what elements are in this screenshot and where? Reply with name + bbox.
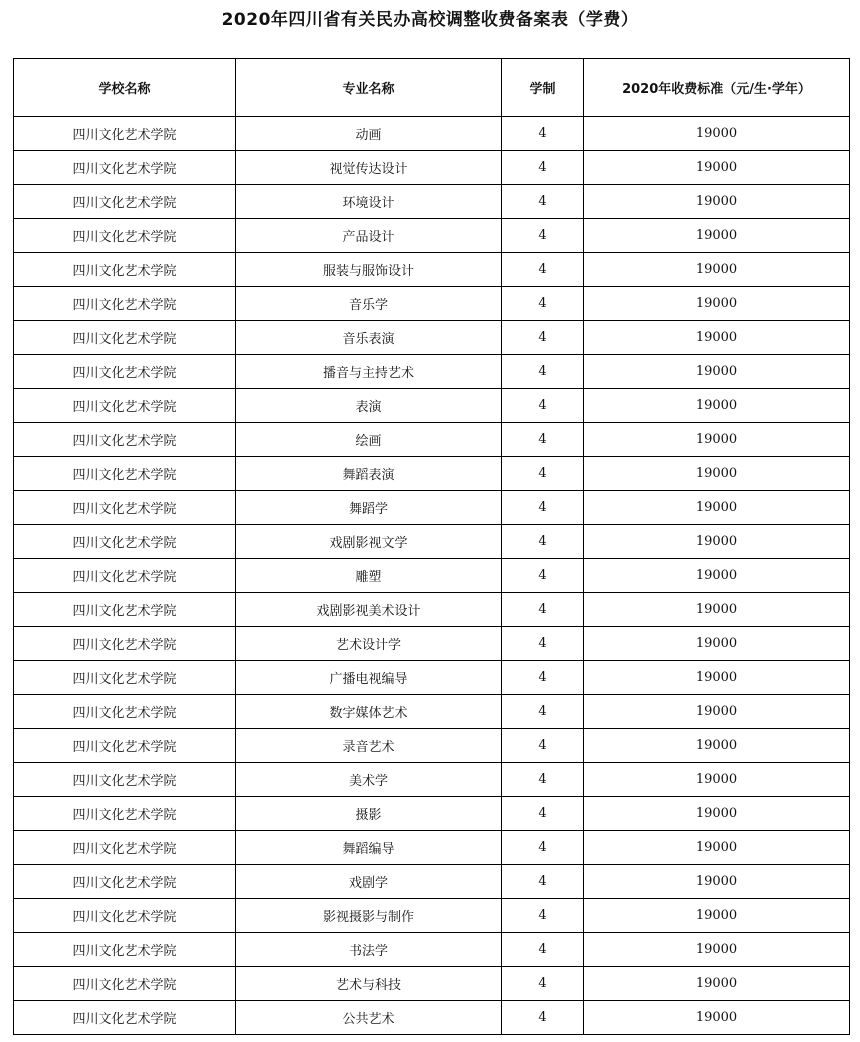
school-name-cell: 四川文化艺术学院	[14, 729, 236, 763]
table-row	[14, 899, 850, 933]
fee-cell: 19000	[584, 695, 850, 729]
table-row	[14, 797, 850, 831]
major-name-cell: 影视摄影与制作	[236, 899, 502, 933]
school-name-cell: 四川文化艺术学院	[14, 593, 236, 627]
fee-cell: 19000	[584, 151, 850, 185]
header-fee-standard: 2020年收费标准（元/生·学年）	[584, 59, 850, 117]
table-row	[14, 491, 850, 525]
duration-cell: 4	[502, 729, 584, 763]
table-row	[14, 355, 850, 389]
major-name-cell: 音乐表演	[236, 321, 502, 355]
major-name-cell: 视觉传达设计	[236, 151, 502, 185]
duration-cell: 4	[502, 899, 584, 933]
fee-cell: 19000	[584, 1001, 850, 1035]
fee-cell: 19000	[584, 899, 850, 933]
table-row	[14, 695, 850, 729]
duration-cell: 4	[502, 389, 584, 423]
school-name-cell: 四川文化艺术学院	[14, 219, 236, 253]
table-row	[14, 525, 850, 559]
school-name-cell: 四川文化艺术学院	[14, 797, 236, 831]
major-name-cell: 舞蹈表演	[236, 457, 502, 491]
table-row	[14, 253, 850, 287]
duration-cell: 4	[502, 219, 584, 253]
table-row	[14, 219, 850, 253]
fee-table	[13, 58, 850, 1035]
school-name-cell: 四川文化艺术学院	[14, 1001, 236, 1035]
school-name-cell: 四川文化艺术学院	[14, 525, 236, 559]
table-row	[14, 1001, 850, 1035]
school-name-cell: 四川文化艺术学院	[14, 865, 236, 899]
major-name-cell: 美术学	[236, 763, 502, 797]
major-name-cell: 戏剧影视美术设计	[236, 593, 502, 627]
school-name-cell: 四川文化艺术学院	[14, 423, 236, 457]
fee-cell: 19000	[584, 831, 850, 865]
duration-cell: 4	[502, 831, 584, 865]
major-name-cell: 摄影	[236, 797, 502, 831]
duration-cell: 4	[502, 797, 584, 831]
fee-cell: 19000	[584, 593, 850, 627]
fee-cell: 19000	[584, 253, 850, 287]
table-header-row	[14, 59, 850, 117]
major-name-cell: 艺术与科技	[236, 967, 502, 1001]
school-name-cell: 四川文化艺术学院	[14, 763, 236, 797]
duration-cell: 4	[502, 865, 584, 899]
duration-cell: 4	[502, 661, 584, 695]
table-row	[14, 457, 850, 491]
page-title: 2020年四川省有关民办高校调整收费备案表（学费）	[221, 10, 639, 30]
duration-cell: 4	[502, 287, 584, 321]
school-name-cell: 四川文化艺术学院	[14, 321, 236, 355]
fee-cell: 19000	[584, 287, 850, 321]
school-name-cell: 四川文化艺术学院	[14, 117, 236, 151]
duration-cell: 4	[502, 559, 584, 593]
fee-cell: 19000	[584, 389, 850, 423]
school-name-cell: 四川文化艺术学院	[14, 287, 236, 321]
major-name-cell: 雕塑	[236, 559, 502, 593]
table-row	[14, 627, 850, 661]
major-name-cell: 舞蹈学	[236, 491, 502, 525]
duration-cell: 4	[502, 525, 584, 559]
fee-cell: 19000	[584, 559, 850, 593]
fee-cell: 19000	[584, 797, 850, 831]
duration-cell: 4	[502, 695, 584, 729]
header-duration: 学制	[502, 59, 584, 117]
table-row	[14, 967, 850, 1001]
fee-cell: 19000	[584, 185, 850, 219]
fee-cell: 19000	[584, 729, 850, 763]
major-name-cell: 舞蹈编导	[236, 831, 502, 865]
duration-cell: 4	[502, 151, 584, 185]
table-row	[14, 933, 850, 967]
fee-cell: 19000	[584, 525, 850, 559]
duration-cell: 4	[502, 627, 584, 661]
school-name-cell: 四川文化艺术学院	[14, 933, 236, 967]
major-name-cell: 艺术设计学	[236, 627, 502, 661]
major-name-cell: 公共艺术	[236, 1001, 502, 1035]
duration-cell: 4	[502, 423, 584, 457]
school-name-cell: 四川文化艺术学院	[14, 185, 236, 219]
table-row	[14, 559, 850, 593]
table-row	[14, 151, 850, 185]
school-name-cell: 四川文化艺术学院	[14, 253, 236, 287]
school-name-cell: 四川文化艺术学院	[14, 627, 236, 661]
school-name-cell: 四川文化艺术学院	[14, 899, 236, 933]
school-name-cell: 四川文化艺术学院	[14, 967, 236, 1001]
table-row	[14, 389, 850, 423]
school-name-cell: 四川文化艺术学院	[14, 491, 236, 525]
duration-cell: 4	[502, 593, 584, 627]
major-name-cell: 广播电视编导	[236, 661, 502, 695]
header-school-name: 学校名称	[14, 59, 236, 117]
duration-cell: 4	[502, 117, 584, 151]
table-row	[14, 423, 850, 457]
major-name-cell: 服装与服饰设计	[236, 253, 502, 287]
header-major-name: 专业名称	[236, 59, 502, 117]
fee-cell: 19000	[584, 457, 850, 491]
table-row	[14, 661, 850, 695]
major-name-cell: 播音与主持艺术	[236, 355, 502, 389]
table-row	[14, 831, 850, 865]
school-name-cell: 四川文化艺术学院	[14, 661, 236, 695]
major-name-cell: 戏剧影视文学	[236, 525, 502, 559]
fee-cell: 19000	[584, 627, 850, 661]
major-name-cell: 数字媒体艺术	[236, 695, 502, 729]
fee-cell: 19000	[584, 117, 850, 151]
fee-cell: 19000	[584, 321, 850, 355]
fee-cell: 19000	[584, 967, 850, 1001]
school-name-cell: 四川文化艺术学院	[14, 355, 236, 389]
duration-cell: 4	[502, 933, 584, 967]
duration-cell: 4	[502, 457, 584, 491]
major-name-cell: 动画	[236, 117, 502, 151]
duration-cell: 4	[502, 355, 584, 389]
school-name-cell: 四川文化艺术学院	[14, 559, 236, 593]
school-name-cell: 四川文化艺术学院	[14, 389, 236, 423]
fee-cell: 19000	[584, 219, 850, 253]
table-row	[14, 185, 850, 219]
fee-cell: 19000	[584, 423, 850, 457]
fee-cell: 19000	[584, 661, 850, 695]
table-row	[14, 593, 850, 627]
table-row	[14, 287, 850, 321]
school-name-cell: 四川文化艺术学院	[14, 695, 236, 729]
fee-cell: 19000	[584, 933, 850, 967]
major-name-cell: 录音艺术	[236, 729, 502, 763]
major-name-cell: 书法学	[236, 933, 502, 967]
fee-cell: 19000	[584, 763, 850, 797]
school-name-cell: 四川文化艺术学院	[14, 151, 236, 185]
table-row	[14, 321, 850, 355]
major-name-cell: 产品设计	[236, 219, 502, 253]
duration-cell: 4	[502, 253, 584, 287]
fee-cell: 19000	[584, 865, 850, 899]
table-row	[14, 763, 850, 797]
duration-cell: 4	[502, 967, 584, 1001]
major-name-cell: 环境设计	[236, 185, 502, 219]
school-name-cell: 四川文化艺术学院	[14, 457, 236, 491]
duration-cell: 4	[502, 763, 584, 797]
major-name-cell: 戏剧学	[236, 865, 502, 899]
fee-cell: 19000	[584, 491, 850, 525]
major-name-cell: 绘画	[236, 423, 502, 457]
major-name-cell: 音乐学	[236, 287, 502, 321]
duration-cell: 4	[502, 185, 584, 219]
major-name-cell: 表演	[236, 389, 502, 423]
table-row	[14, 729, 850, 763]
duration-cell: 4	[502, 321, 584, 355]
table-row	[14, 865, 850, 899]
duration-cell: 4	[502, 491, 584, 525]
table-body	[14, 117, 850, 1035]
fee-cell: 19000	[584, 355, 850, 389]
duration-cell: 4	[502, 1001, 584, 1035]
school-name-cell: 四川文化艺术学院	[14, 831, 236, 865]
table-row	[14, 117, 850, 151]
